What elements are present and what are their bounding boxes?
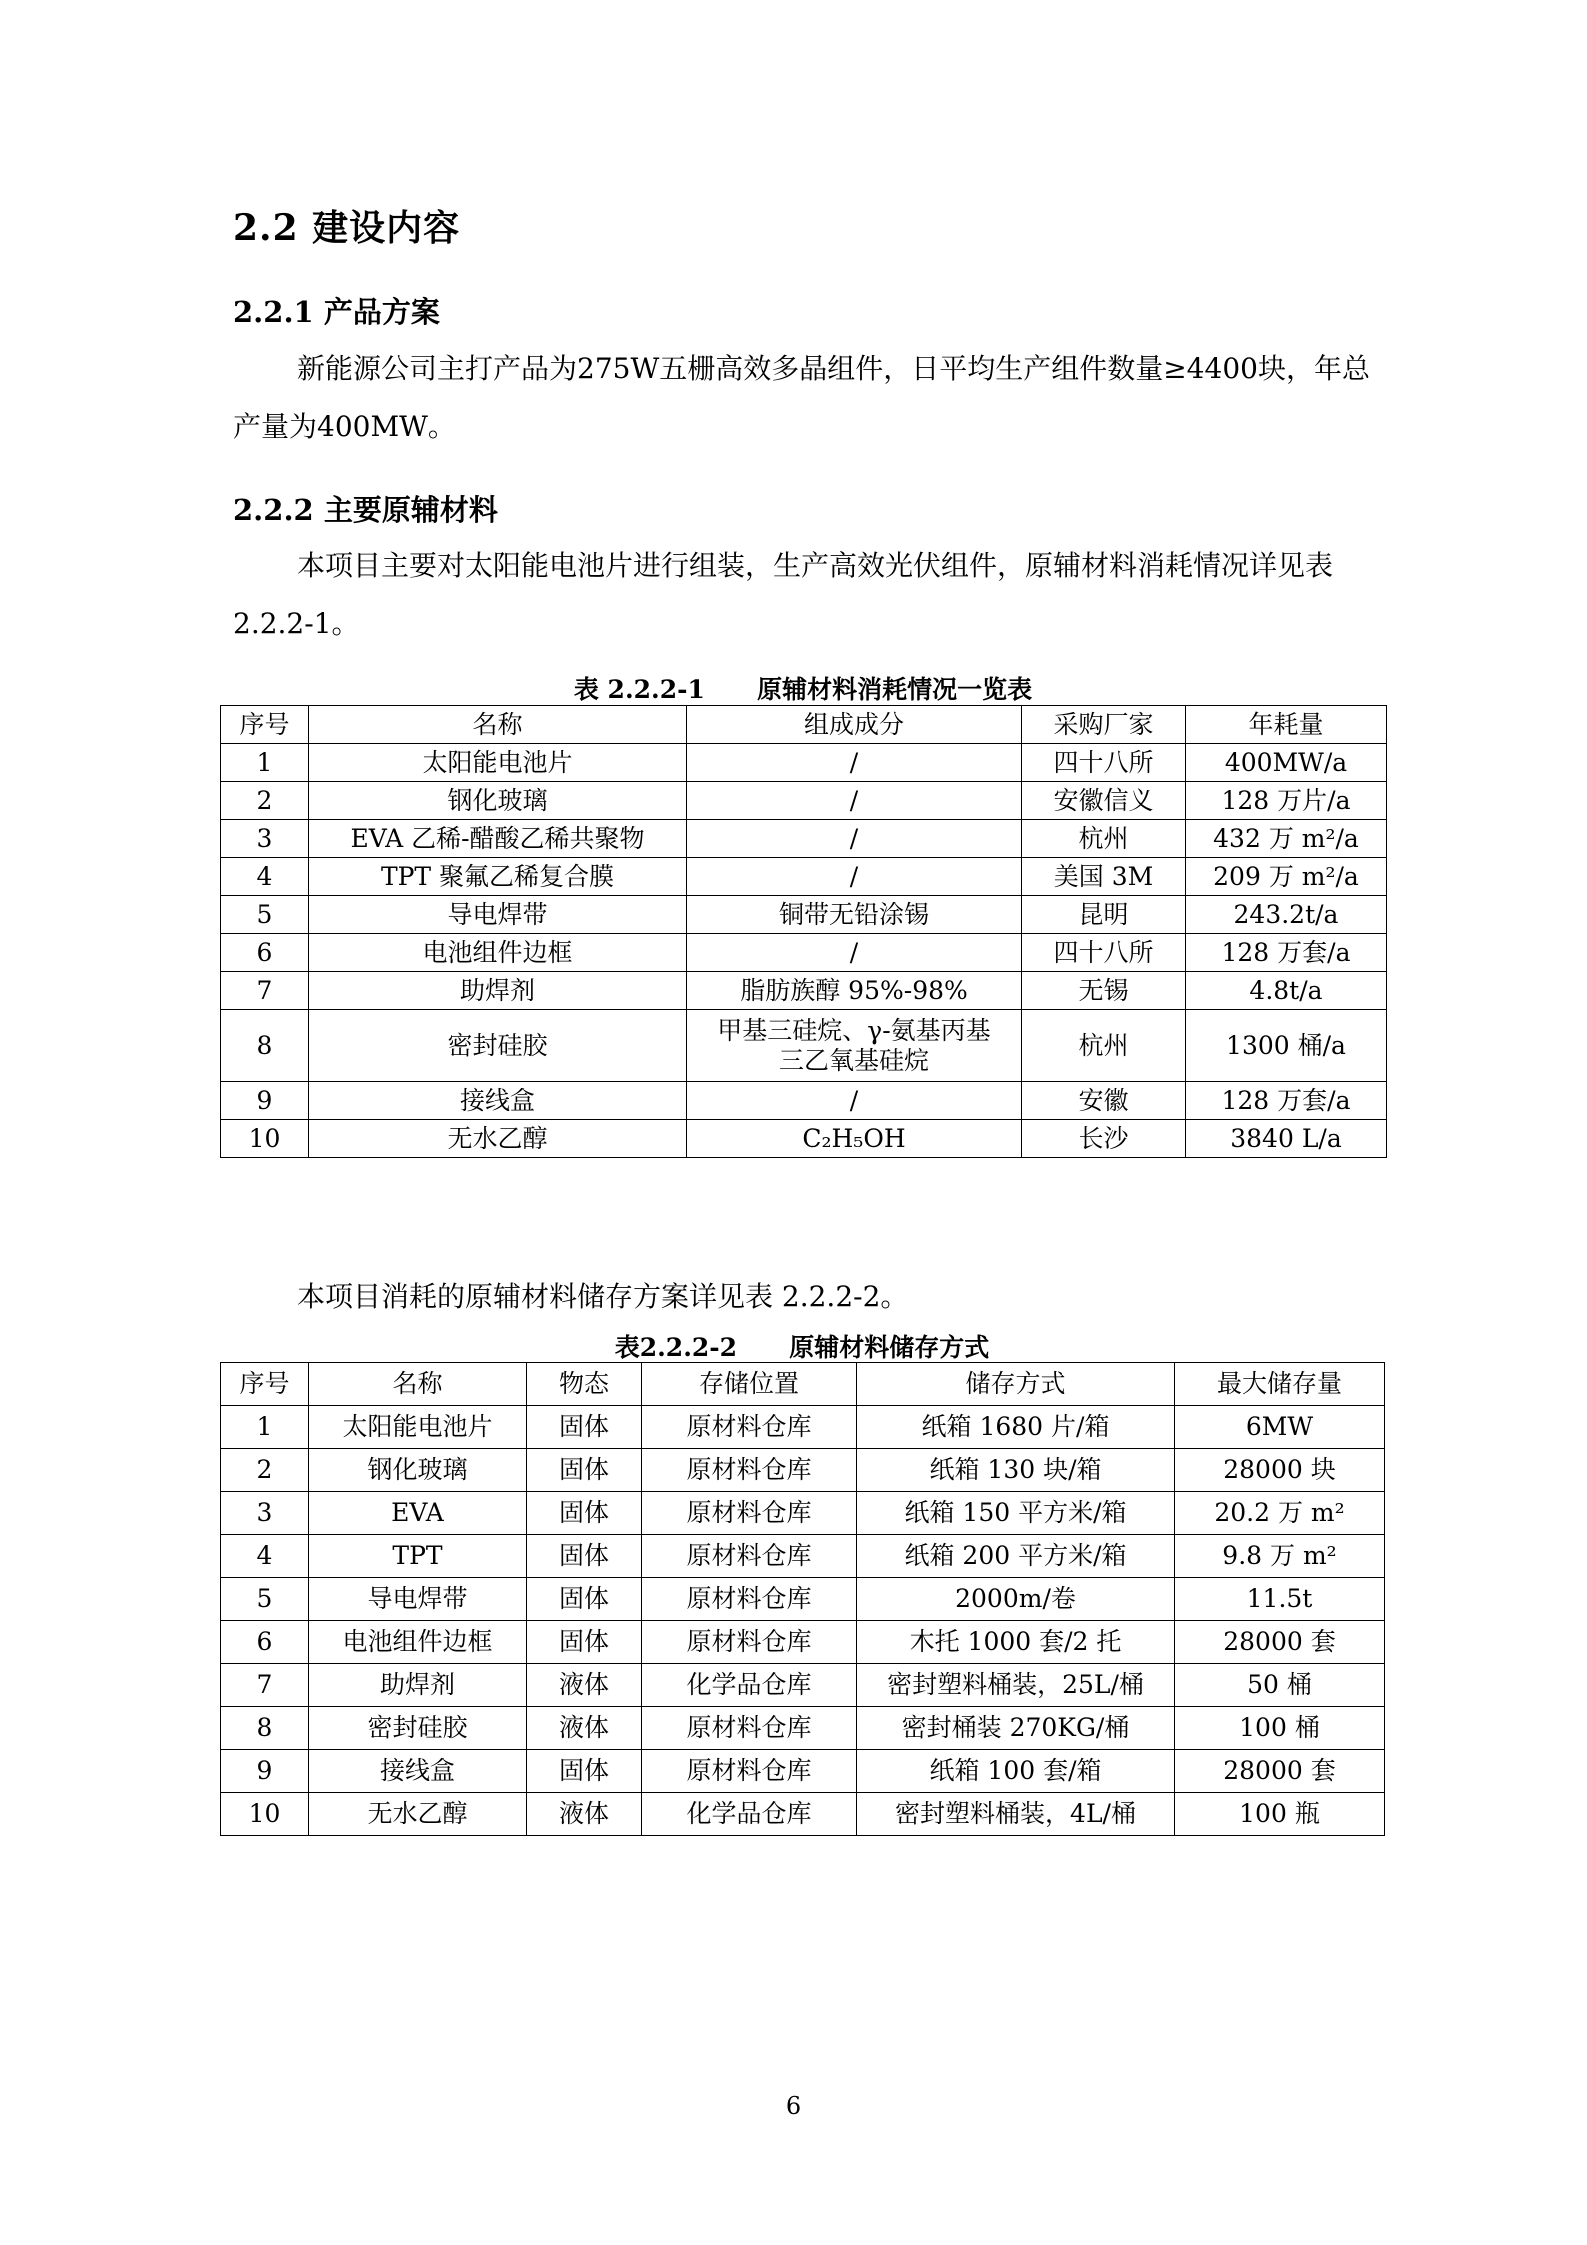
product-paragraph: 新能源公司主打产品为275W五栅高效多晶组件，日平均生产组件数量≥4400块，年总产量为400MW。 — [233, 352, 1370, 443]
cell-no: 9 — [221, 1750, 309, 1793]
cell-state: 固体 — [527, 1621, 642, 1664]
table-row — [221, 820, 1387, 858]
col-header-state: 物态 — [527, 1363, 642, 1406]
table-row — [221, 896, 1387, 934]
cell-composition: 铜带无铅涂锡 — [687, 896, 1022, 934]
cell-state: 液体 — [527, 1707, 642, 1750]
cell-state: 固体 — [527, 1750, 642, 1793]
table-row — [221, 1535, 1385, 1578]
cell-no: 7 — [221, 1664, 309, 1707]
cell-annual-use: 128 万片/a — [1186, 782, 1387, 820]
cell-name: 接线盒 — [309, 1750, 527, 1793]
table1-caption: 表 2.2.2-1 原辅材料消耗情况一览表 — [573, 675, 1033, 704]
cell-no: 10 — [221, 1120, 309, 1158]
cell-location: 原材料仓库 — [642, 1578, 857, 1621]
table-row — [221, 1492, 1385, 1535]
cell-no: 8 — [221, 1010, 309, 1082]
cell-name: EVA 乙稀-醋酸乙稀共聚物 — [309, 820, 687, 858]
cell-annual-use: 209 万 m²/a — [1186, 858, 1387, 896]
table-row — [221, 1406, 1385, 1449]
cell-annual-use: 4.8t/a — [1186, 972, 1387, 1010]
cell-composition: 甲基三硅烷、γ-氨基丙基三乙氧基硅烷 — [687, 1010, 1022, 1082]
cell-location: 原材料仓库 — [642, 1406, 857, 1449]
cell-max-storage: 28000 块 — [1175, 1449, 1385, 1492]
col-header-composition: 组成成分 — [687, 706, 1022, 744]
cell-supplier: 昆明 — [1022, 896, 1186, 934]
cell-method: 2000m/卷 — [857, 1578, 1175, 1621]
table-row — [221, 1707, 1385, 1750]
cell-composition: / — [687, 820, 1022, 858]
cell-no: 1 — [221, 1406, 309, 1449]
cell-composition: / — [687, 782, 1022, 820]
table-header-row — [221, 1363, 1385, 1406]
cell-supplier: 无锡 — [1022, 972, 1186, 1010]
table-row — [221, 1793, 1385, 1836]
cell-name: 导电焊带 — [309, 1578, 527, 1621]
cell-name: 电池组件边框 — [309, 934, 687, 972]
cell-annual-use: 1300 桶/a — [1186, 1010, 1387, 1082]
cell-name: 钢化玻璃 — [309, 782, 687, 820]
cell-composition: / — [687, 858, 1022, 896]
table-row — [221, 1082, 1387, 1120]
cell-name: 太阳能电池片 — [309, 1406, 527, 1449]
table-row — [221, 1010, 1387, 1082]
cell-state: 固体 — [527, 1492, 642, 1535]
cell-method: 密封塑料桶装，25L/桶 — [857, 1664, 1175, 1707]
cell-no: 8 — [221, 1707, 309, 1750]
table-row — [221, 858, 1387, 896]
cell-annual-use: 400MW/a — [1186, 744, 1387, 782]
cell-composition: 脂肪族醇 95%-98% — [687, 972, 1022, 1010]
materials-paragraph: 本项目主要对太阳能电池片进行组装，生产高效光伏组件，原辅材料消耗情况详见表2.2.2-1。 — [233, 549, 1334, 640]
product-heading: 2.2.1 产品方案 — [233, 295, 440, 329]
cell-name: 接线盒 — [309, 1082, 687, 1120]
storage-table — [220, 1362, 1385, 1836]
cell-composition: C₂H₅OH — [687, 1120, 1022, 1158]
cell-max-storage: 6MW — [1175, 1406, 1385, 1449]
table-header-row — [221, 706, 1387, 744]
cell-name: 助焊剂 — [309, 1664, 527, 1707]
cell-name: 密封硅胶 — [309, 1010, 687, 1082]
table-row — [221, 1750, 1385, 1793]
cell-max-storage: 11.5t — [1175, 1578, 1385, 1621]
table-row — [221, 1664, 1385, 1707]
cell-no: 1 — [221, 744, 309, 782]
cell-no: 2 — [221, 782, 309, 820]
table-row — [221, 972, 1387, 1010]
cell-no: 4 — [221, 858, 309, 896]
cell-state: 固体 — [527, 1535, 642, 1578]
cell-no: 4 — [221, 1535, 309, 1578]
cell-no: 5 — [221, 896, 309, 934]
cell-name: 导电焊带 — [309, 896, 687, 934]
cell-annual-use: 3840 L/a — [1186, 1120, 1387, 1158]
table-row — [221, 934, 1387, 972]
page-number: 6 — [785, 2092, 802, 2120]
col-header-method: 储存方式 — [857, 1363, 1175, 1406]
cell-state: 液体 — [527, 1793, 642, 1836]
cell-name: TPT 聚氟乙稀复合膜 — [309, 858, 687, 896]
cell-location: 原材料仓库 — [642, 1449, 857, 1492]
cell-supplier: 安徽 — [1022, 1082, 1186, 1120]
cell-no: 3 — [221, 1492, 309, 1535]
cell-name: 无水乙醇 — [309, 1120, 687, 1158]
cell-supplier: 安徽信义 — [1022, 782, 1186, 820]
storage-intro: 本项目消耗的原辅材料储存方案详见表 2.2.2-2。 — [297, 1280, 909, 1313]
col-header-name: 名称 — [309, 706, 687, 744]
cell-no: 3 — [221, 820, 309, 858]
cell-composition: / — [687, 744, 1022, 782]
cell-no: 10 — [221, 1793, 309, 1836]
col-header-name: 名称 — [309, 1363, 527, 1406]
cell-name: 助焊剂 — [309, 972, 687, 1010]
cell-state: 液体 — [527, 1664, 642, 1707]
col-header-max-storage: 最大储存量 — [1175, 1363, 1385, 1406]
cell-name: 钢化玻璃 — [309, 1449, 527, 1492]
cell-name: EVA — [309, 1492, 527, 1535]
cell-max-storage: 20.2 万 m² — [1175, 1492, 1385, 1535]
cell-no: 6 — [221, 1621, 309, 1664]
cell-location: 原材料仓库 — [642, 1492, 857, 1535]
cell-no: 2 — [221, 1449, 309, 1492]
col-header-annual-use: 年耗量 — [1186, 706, 1387, 744]
cell-location: 化学品仓库 — [642, 1664, 857, 1707]
cell-method: 纸箱 150 平方米/箱 — [857, 1492, 1175, 1535]
cell-supplier: 杭州 — [1022, 820, 1186, 858]
cell-location: 原材料仓库 — [642, 1750, 857, 1793]
col-header-no: 序号 — [221, 1363, 309, 1406]
cell-state: 固体 — [527, 1578, 642, 1621]
cell-supplier: 四十八所 — [1022, 744, 1186, 782]
cell-method: 纸箱 130 块/箱 — [857, 1449, 1175, 1492]
cell-no: 7 — [221, 972, 309, 1010]
cell-method: 密封桶装 270KG/桶 — [857, 1707, 1175, 1750]
cell-method: 木托 1000 套/2 托 — [857, 1621, 1175, 1664]
cell-method: 密封塑料桶装，4L/桶 — [857, 1793, 1175, 1836]
table-row — [221, 1120, 1387, 1158]
cell-annual-use: 432 万 m²/a — [1186, 820, 1387, 858]
cell-annual-use: 243.2t/a — [1186, 896, 1387, 934]
cell-no: 5 — [221, 1578, 309, 1621]
table2-caption: 表2.2.2-2 原辅材料储存方式 — [614, 1333, 990, 1362]
cell-no: 6 — [221, 934, 309, 972]
cell-location: 原材料仓库 — [642, 1535, 857, 1578]
cell-supplier: 美国 3M — [1022, 858, 1186, 896]
table-row — [221, 744, 1387, 782]
cell-name: TPT — [309, 1535, 527, 1578]
section-title: 2.2 建设内容 — [233, 207, 461, 249]
cell-max-storage: 28000 套 — [1175, 1621, 1385, 1664]
cell-name: 太阳能电池片 — [309, 744, 687, 782]
table-row — [221, 1621, 1385, 1664]
cell-max-storage: 50 桶 — [1175, 1664, 1385, 1707]
cell-name: 密封硅胶 — [309, 1707, 527, 1750]
cell-name: 电池组件边框 — [309, 1621, 527, 1664]
table-row — [221, 782, 1387, 820]
consumption-table — [220, 705, 1387, 1158]
cell-max-storage: 28000 套 — [1175, 1750, 1385, 1793]
col-header-supplier: 采购厂家 — [1022, 706, 1186, 744]
cell-annual-use: 128 万套/a — [1186, 934, 1387, 972]
cell-location: 化学品仓库 — [642, 1793, 857, 1836]
cell-composition: / — [687, 934, 1022, 972]
cell-max-storage: 100 桶 — [1175, 1707, 1385, 1750]
cell-name: 无水乙醇 — [309, 1793, 527, 1836]
cell-supplier: 杭州 — [1022, 1010, 1186, 1082]
cell-no: 9 — [221, 1082, 309, 1120]
cell-method: 纸箱 200 平方米/箱 — [857, 1535, 1175, 1578]
cell-state: 固体 — [527, 1449, 642, 1492]
table-row — [221, 1578, 1385, 1621]
cell-max-storage: 9.8 万 m² — [1175, 1535, 1385, 1578]
cell-annual-use: 128 万套/a — [1186, 1082, 1387, 1120]
cell-state: 固体 — [527, 1406, 642, 1449]
cell-method: 纸箱 1680 片/箱 — [857, 1406, 1175, 1449]
table-row — [221, 1449, 1385, 1492]
materials-heading: 2.2.2 主要原辅材料 — [233, 493, 498, 527]
col-header-location: 存储位置 — [642, 1363, 857, 1406]
col-header-no: 序号 — [221, 706, 309, 744]
cell-location: 原材料仓库 — [642, 1707, 857, 1750]
cell-max-storage: 100 瓶 — [1175, 1793, 1385, 1836]
cell-composition: / — [687, 1082, 1022, 1120]
cell-supplier: 长沙 — [1022, 1120, 1186, 1158]
cell-supplier: 四十八所 — [1022, 934, 1186, 972]
cell-method: 纸箱 100 套/箱 — [857, 1750, 1175, 1793]
cell-location: 原材料仓库 — [642, 1621, 857, 1664]
